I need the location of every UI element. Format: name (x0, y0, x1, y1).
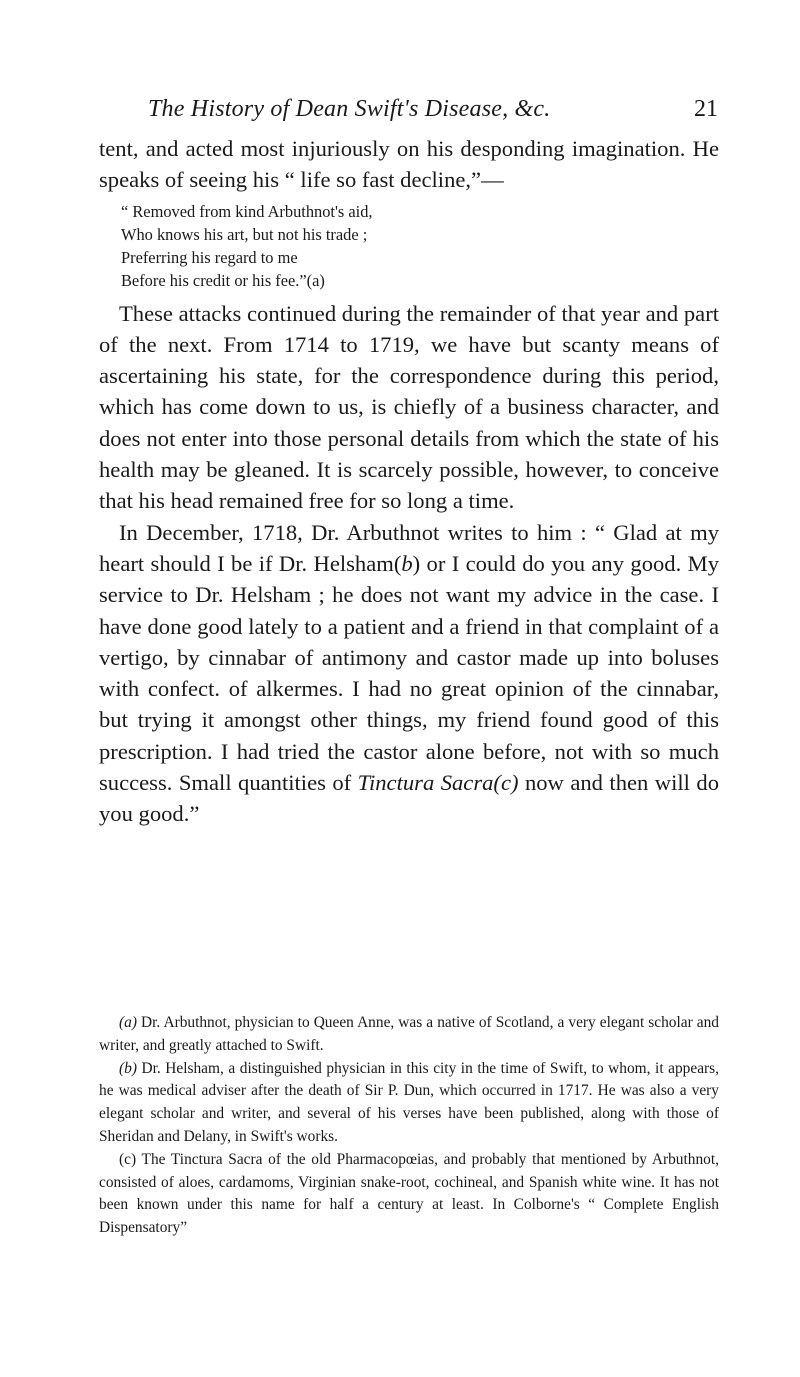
paragraph-3-end: now and then will do you good.” (99, 770, 719, 827)
paragraph-1: tent, and acted most injuriously on his desponding imagination. He speaks of seeing his “ life so fast decline,”— (99, 136, 719, 193)
footnote-c (99, 1149, 719, 1240)
footnote-c-label: (c) (119, 1150, 137, 1168)
footnote-ref-c: (c) (493, 770, 519, 796)
main-text (99, 133, 719, 830)
footnote-c-text: The Tinctura Sacra of the old Pharmacopœias, and probably that mentioned by Arbuthnot, consisted of aloes, cardamoms, Virginian snake-root, cochineal, and Spanish white wine. It has not been known under this name for half a century at least. In Colborne's “ Complete English Dispensatory” (99, 1150, 719, 1237)
footnotes (99, 1012, 719, 1240)
footnote-a-text: Dr. Arbuthnot, physician to Queen Anne, was a native of Scotland, a very elegant scholar and writer, and greatly attached to Swift. (99, 1014, 719, 1054)
footnote-b-text: Dr. Helsham, a distinguished physician in this city in the time of Swift, to whom, it appears, he was medical adviser after the death of Sir P. Dun, which occurred in 1717. He was also a very elegant scholar and writer, and several of his verses have been published, along with those of Sheridan and Delany, in Swift's works. (99, 1059, 719, 1145)
paragraph-3-start: In December, 1718, Dr. Arbuthnot writes to him : “ Glad at my heart should I be if Dr. Helsham( (99, 519, 719, 576)
running-header (148, 96, 718, 123)
verse-quotation (121, 200, 719, 292)
footnote-a-label: (a) (119, 1014, 137, 1031)
verse-line-1: “ Removed from kind Arbuthnot's aid, (121, 201, 373, 221)
paragraph-3-middle: ) or I could do you any good. My service to Dr. Helsham ; he does not want my advice in the case. I have done good lately to a patient and a friend in that complaint of a vertigo, by cinnabar of antimony and castor made up into boluses with confect. of alkermes. I had no great opinion of the cinnabar, but trying it amongst other things, my friend found good of this prescription. I had tried the castor alone before, not with so much success. Small quantities of (99, 550, 719, 796)
running-title: The History of Dean Swift's Disease, &c. (148, 96, 551, 122)
verse-line-2: Who knows his art, but not his trade ; (121, 224, 368, 244)
paragraph-2: These attacks continued during the remainder of that year and part of the next. From 1714 to 1719, we have but scanty means of ascertaining his state, for the correspondence during this period, which has come down to us, is chiefly of a business character, and does not enter into those personal details from which the state of his health may be gleaned. It is scarcely possible, however, to conceive that his head remained free for so long a time. (99, 300, 719, 514)
verse-line-4: Before his credit or his fee.”(a) (121, 270, 325, 290)
footnote-a (99, 1012, 719, 1058)
paragraph-3 (99, 517, 719, 830)
footnote-b-label: (b) (119, 1059, 137, 1077)
footnote-b (99, 1058, 719, 1149)
verse-line-3: Preferring his regard to me (121, 247, 298, 267)
footnote-ref-b: b (401, 550, 413, 576)
tinctura-sacra-term: Tinctura Sacra (357, 770, 494, 796)
page-number: 21 (694, 96, 718, 122)
